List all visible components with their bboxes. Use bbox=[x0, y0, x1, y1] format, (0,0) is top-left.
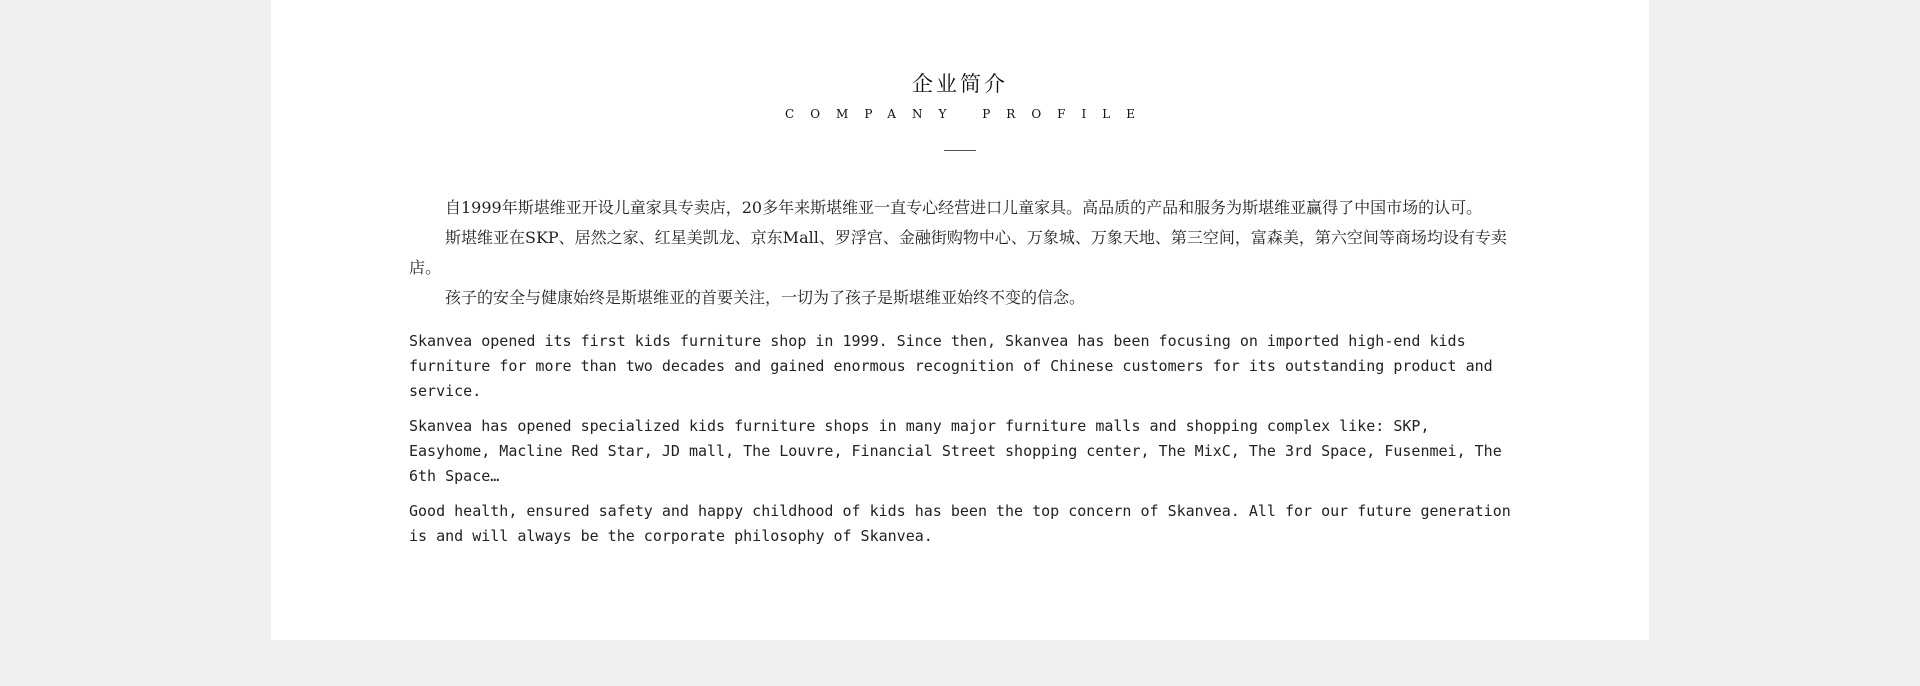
section-header bbox=[271, 0, 1649, 151]
english-text-block bbox=[409, 329, 1511, 549]
title-divider bbox=[944, 150, 976, 151]
english-paragraph-1: Skanvea opened its first kids furniture shop in 1999. Since then, Skanvea has been focusing on imported high-end kids furniture for more than two decades and gained enormous recognition of Chinese customers for its outstanding product and service. bbox=[409, 332, 1493, 400]
company-profile-panel bbox=[271, 0, 1649, 640]
profile-content bbox=[409, 193, 1511, 559]
english-paragraph-2: Skanvea has opened specialized kids furniture shops in many major furniture malls and shopping complex like: SKP, Easyhome, Macline Red Star, JD mall, The Louvre, Financial Street shopping center, The MixC, The 3rd Space, Fusenmei, The 6th Space… bbox=[409, 417, 1502, 485]
chinese-text-block bbox=[409, 193, 1511, 313]
english-paragraph-3: Good health, ensured safety and happy childhood of kids has been the top concern of Skanvea. All for our future generation is and will always be the corporate philosophy of Skanvea. bbox=[409, 502, 1511, 545]
chinese-paragraph-1: 自1999年斯堪维亚开设儿童家具专卖店，20多年来斯堪维亚一直专心经营进口儿童家具。高品质的产品和服务为斯堪维亚赢得了中国市场的认可。 bbox=[445, 198, 1483, 217]
chinese-paragraph-2: 斯堪维亚在SKP、居然之家、红星美凯龙、京东Mall、罗浮宫、金融街购物中心、万象城、万象天地、第三空间，富森美，第六空间等商场均设有专卖店。 bbox=[409, 228, 1507, 277]
page-title-english: COMPANY PROFILE bbox=[785, 107, 1151, 121]
page-title-chinese: 企业简介 bbox=[912, 72, 1008, 96]
chinese-paragraph-3: 孩子的安全与健康始终是斯堪维亚的首要关注，一切为了孩子是斯堪维亚始终不变的信念。 bbox=[445, 288, 1086, 307]
